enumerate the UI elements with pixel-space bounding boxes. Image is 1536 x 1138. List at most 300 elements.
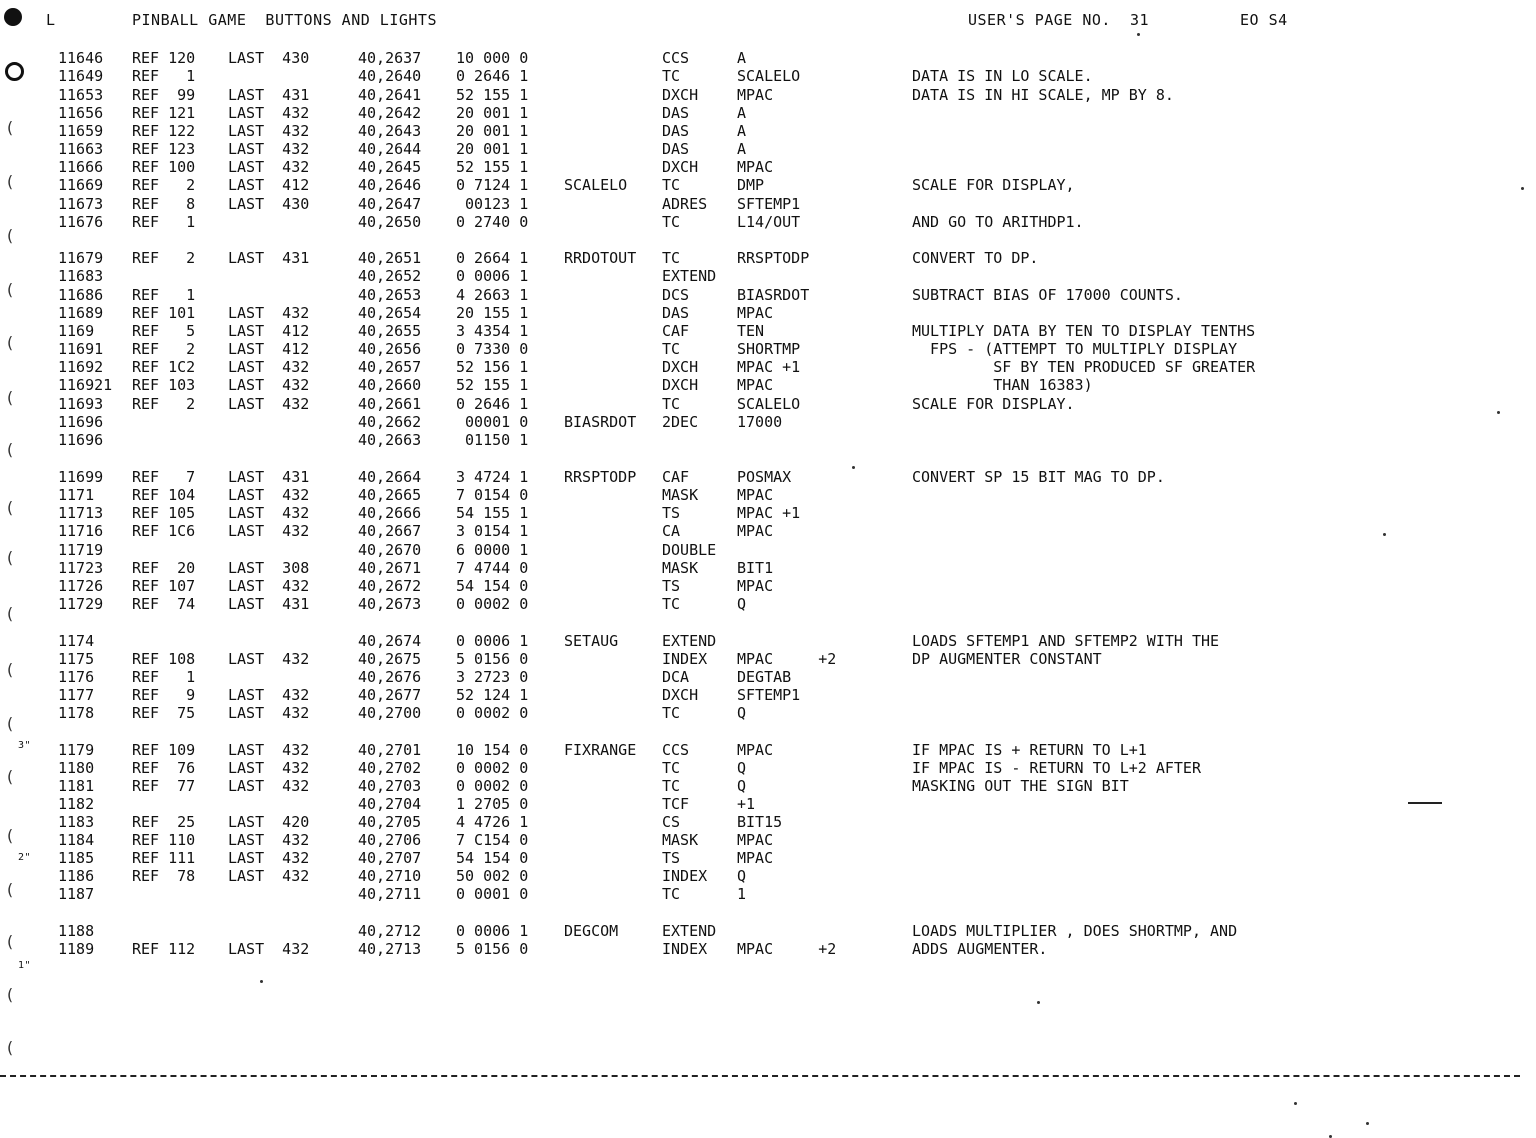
listing-row [0, 686, 1536, 704]
row-operand: Q [737, 867, 747, 885]
row-word: 52 155 1 [456, 376, 529, 394]
row-ref: REF 8 [132, 195, 196, 213]
row-op: CA [662, 522, 681, 540]
listing-row [0, 813, 1536, 831]
listing-row [0, 486, 1536, 504]
row-last: LAST 432 [228, 395, 310, 413]
row-operand: MPAC +2 [737, 940, 837, 958]
row-op: ADRES [662, 195, 708, 213]
listing-row [0, 49, 1536, 67]
row-operand: SHORTMP [737, 340, 801, 358]
row-word: 52 156 1 [456, 358, 529, 376]
binder-mark: ( [5, 604, 15, 623]
row-addr: 40,2656 [358, 340, 422, 358]
binder-mark: ( [5, 985, 15, 1004]
row-op: TS [662, 504, 681, 522]
listing-row [0, 104, 1536, 122]
row-comment: THAN 16383) [912, 376, 1093, 394]
row-last: LAST 432 [228, 940, 310, 958]
header-left-mark: L [46, 11, 56, 29]
row-op: CS [662, 813, 681, 831]
row-operand: MPAC [737, 741, 774, 759]
row-ref: REF 75 [132, 704, 196, 722]
row-operand: BIT1 [737, 559, 774, 577]
row-comment: DATA IS IN HI SCALE, MP BY 8. [912, 86, 1174, 104]
row-operand: 17000 [737, 413, 783, 431]
binder-mark: ( [5, 1038, 15, 1057]
listing-row [0, 158, 1536, 176]
row-op: TS [662, 849, 681, 867]
row-word: 0 7124 1 [456, 176, 529, 194]
row-word: 50 002 0 [456, 867, 529, 885]
row-op: DCS [662, 286, 690, 304]
row-seq: 1188 [58, 922, 95, 940]
row-comment: IF MPAC IS - RETURN TO L+2 AFTER [912, 759, 1201, 777]
row-addr: 40,2647 [358, 195, 422, 213]
margin-mark-3: 3" [18, 740, 32, 751]
listing-row [0, 522, 1536, 540]
row-addr: 40,2671 [358, 559, 422, 577]
row-seq: 1183 [58, 813, 95, 831]
row-op: DXCH [662, 358, 699, 376]
row-addr: 40,2666 [358, 504, 422, 522]
row-word: 0 0001 0 [456, 885, 529, 903]
row-addr: 40,2645 [358, 158, 422, 176]
row-ref: REF 77 [132, 777, 196, 795]
listing-row [0, 249, 1536, 267]
speck [1497, 411, 1500, 414]
row-ref: REF 105 [132, 504, 196, 522]
row-op: TC [662, 759, 681, 777]
row-op: DOUBLE [662, 541, 717, 559]
row-word: 54 155 1 [456, 504, 529, 522]
row-seq: 1178 [58, 704, 95, 722]
row-comment: MULTIPLY DATA BY TEN TO DISPLAY TENTHS [912, 322, 1256, 340]
row-op: TC [662, 176, 681, 194]
row-ref: REF 1 [132, 67, 196, 85]
row-seq: 1182 [58, 795, 95, 813]
row-seq: 11696 [58, 413, 104, 431]
page-title: PINBALL GAME BUTTONS AND LIGHTS [132, 11, 437, 29]
row-seq: 11683 [58, 267, 104, 285]
listing-row [0, 195, 1536, 213]
row-ref: REF 2 [132, 340, 196, 358]
row-ref: REF 99 [132, 86, 196, 104]
row-op: DXCH [662, 686, 699, 704]
row-word: 0 0002 0 [456, 704, 529, 722]
row-word: 01150 1 [456, 431, 529, 449]
listing-row [0, 940, 1536, 958]
row-ref: REF 1 [132, 213, 196, 231]
speck [1383, 533, 1386, 536]
row-seq: 11692 [58, 358, 104, 376]
row-label: BIASRDOT [564, 413, 637, 431]
listing-row [0, 741, 1536, 759]
row-comment: LOADS MULTIPLIER , DOES SHORTMP, AND [912, 922, 1238, 940]
row-word: 52 155 1 [456, 158, 529, 176]
row-word: 20 001 1 [456, 140, 529, 158]
row-addr: 40,2704 [358, 795, 422, 813]
binder-mark: ( [5, 714, 15, 733]
row-last: LAST 432 [228, 104, 310, 122]
binder-mark: ( [5, 660, 15, 679]
row-addr: 40,2650 [358, 213, 422, 231]
binder-mark: ( [5, 280, 15, 299]
row-ref: REF 1C6 [132, 522, 196, 540]
row-comment: CONVERT SP 15 BIT MAG TO DP. [912, 468, 1165, 486]
row-last: LAST 420 [228, 813, 310, 831]
row-addr: 40,2641 [358, 86, 422, 104]
row-comment: SCALE FOR DISPLAY. [912, 395, 1075, 413]
binder-mark: ( [5, 826, 15, 845]
row-operand: MPAC [737, 376, 774, 394]
row-operand: Q [737, 595, 747, 613]
row-addr: 40,2677 [358, 686, 422, 704]
row-ref: REF 108 [132, 650, 196, 668]
listing-row [0, 559, 1536, 577]
speck [1366, 1122, 1369, 1125]
row-operand: SFTEMP1 [737, 686, 801, 704]
row-ref: REF 2 [132, 249, 196, 267]
row-last: LAST 432 [228, 504, 310, 522]
speck [260, 980, 263, 983]
row-word: 6 0000 1 [456, 541, 529, 559]
row-addr: 40,2655 [358, 322, 422, 340]
row-addr: 40,2660 [358, 376, 422, 394]
row-label: RRSPTODP [564, 468, 637, 486]
row-addr: 40,2661 [358, 395, 422, 413]
row-seq: 11689 [58, 304, 104, 322]
binder-mark: ( [5, 932, 15, 951]
row-addr: 40,2637 [358, 49, 422, 67]
row-word: 4 4726 1 [456, 813, 529, 831]
binder-mark: ( [5, 880, 15, 899]
row-seq: 11699 [58, 468, 104, 486]
row-op: MASK [662, 831, 699, 849]
row-seq: 1174 [58, 632, 95, 650]
row-seq: 11693 [58, 395, 104, 413]
binder-mark: ( [5, 333, 15, 352]
row-word: 0 0002 0 [456, 595, 529, 613]
row-seq: 11696 [58, 431, 104, 449]
row-word: 3 4354 1 [456, 322, 529, 340]
row-word: 52 155 1 [456, 86, 529, 104]
row-seq: 11686 [58, 286, 104, 304]
row-comment: IF MPAC IS + RETURN TO L+1 [912, 741, 1147, 759]
row-last: LAST 432 [228, 140, 310, 158]
binder-mark: ( [5, 226, 15, 245]
row-comment: FPS - (ATTEMPT TO MULTIPLY DISPLAY [912, 340, 1238, 358]
row-addr: 40,2703 [358, 777, 422, 795]
row-addr: 40,2665 [358, 486, 422, 504]
row-op: INDEX [662, 867, 708, 885]
row-seq: 1176 [58, 668, 95, 686]
row-operand: POSMAX [737, 468, 792, 486]
row-seq: 11726 [58, 577, 104, 595]
row-last: LAST 432 [228, 486, 310, 504]
row-last: LAST 430 [228, 49, 310, 67]
row-operand: A [737, 49, 747, 67]
row-op: DAS [662, 304, 690, 322]
row-op: DCA [662, 668, 690, 686]
row-operand: MPAC +2 [737, 650, 837, 668]
row-op: TC [662, 777, 681, 795]
header-code: EO S4 [1240, 11, 1288, 29]
row-last: LAST 432 [228, 304, 310, 322]
row-operand: MPAC [737, 158, 774, 176]
row-ref: REF 5 [132, 322, 196, 340]
row-seq: 11691 [58, 340, 104, 358]
row-ref: REF 112 [132, 940, 196, 958]
row-word: 4 2663 1 [456, 286, 529, 304]
listing-row [0, 650, 1536, 668]
binder-mark: ( [5, 498, 15, 517]
row-comment: SF BY TEN PRODUCED SF GREATER [912, 358, 1256, 376]
row-operand: Q [737, 704, 747, 722]
row-op: MASK [662, 486, 699, 504]
listing-row [0, 431, 1536, 449]
listing-row [0, 759, 1536, 777]
row-last: LAST 432 [228, 704, 310, 722]
row-word: 0 0002 0 [456, 777, 529, 795]
row-label: FIXRANGE [564, 741, 637, 759]
row-operand: SCALELO [737, 395, 801, 413]
row-ref: REF 7 [132, 468, 196, 486]
row-ref: REF 78 [132, 867, 196, 885]
row-addr: 40,2674 [358, 632, 422, 650]
row-addr: 40,2657 [358, 358, 422, 376]
row-word: 0 2664 1 [456, 249, 529, 267]
row-ref: REF 20 [132, 559, 196, 577]
listing-row [0, 304, 1536, 322]
row-word: 1 2705 0 [456, 795, 529, 813]
row-operand: MPAC [737, 577, 774, 595]
row-seq: 11659 [58, 122, 104, 140]
binder-mark: ( [5, 388, 15, 407]
row-word: 5 0156 0 [456, 650, 529, 668]
row-word: 10 000 0 [456, 49, 529, 67]
row-op: DXCH [662, 158, 699, 176]
row-seq: 1187 [58, 885, 95, 903]
row-last: LAST 432 [228, 358, 310, 376]
listing-row [0, 668, 1536, 686]
row-seq: 1177 [58, 686, 95, 704]
row-addr: 40,2654 [358, 304, 422, 322]
row-last: LAST 431 [228, 249, 310, 267]
row-word: 00001 0 [456, 413, 529, 431]
row-operand: TEN [737, 322, 765, 340]
row-ref: REF 110 [132, 831, 196, 849]
row-op: TC [662, 885, 681, 903]
row-addr: 40,2711 [358, 885, 422, 903]
row-operand: +1 [737, 795, 756, 813]
row-operand: A [737, 122, 747, 140]
listing-row [0, 504, 1536, 522]
row-ref: REF 122 [132, 122, 196, 140]
row-word: 0 0006 1 [456, 632, 529, 650]
binder-mark: ( [5, 440, 15, 459]
row-ref: REF 109 [132, 741, 196, 759]
row-operand: SCALELO [737, 67, 801, 85]
listing-row [0, 704, 1536, 722]
row-op: CCS [662, 741, 690, 759]
row-op: CAF [662, 468, 690, 486]
row-addr: 40,2705 [358, 813, 422, 831]
listing-row [0, 867, 1536, 885]
row-op: EXTEND [662, 267, 717, 285]
row-word: 0 2740 0 [456, 213, 529, 231]
listing-row [0, 86, 1536, 104]
listing-row [0, 340, 1536, 358]
row-label: DEGCOM [564, 922, 619, 940]
row-addr: 40,2710 [358, 867, 422, 885]
row-ref: REF 1 [132, 668, 196, 686]
row-ref: REF 1 [132, 286, 196, 304]
row-seq: 1171 [58, 486, 95, 504]
row-operand: BIT15 [737, 813, 783, 831]
row-seq: 11716 [58, 522, 104, 540]
margin-mark-1: 1" [18, 960, 32, 971]
row-op: CAF [662, 322, 690, 340]
row-operand: MPAC +1 [737, 504, 801, 522]
row-ref: REF 2 [132, 176, 196, 194]
row-seq: 1189 [58, 940, 95, 958]
row-last: LAST 431 [228, 595, 310, 613]
row-label: SETAUG [564, 632, 619, 650]
row-last: LAST 432 [228, 741, 310, 759]
listing-row [0, 122, 1536, 140]
row-word: 54 154 0 [456, 849, 529, 867]
row-seq: 1169 [58, 322, 95, 340]
row-word: 3 0154 1 [456, 522, 529, 540]
row-word: 0 7330 0 [456, 340, 529, 358]
row-seq: 11719 [58, 541, 104, 559]
listing-row [0, 632, 1536, 650]
row-seq: 11673 [58, 195, 104, 213]
row-seq: 11653 [58, 86, 104, 104]
row-operand: RRSPTODP [737, 249, 810, 267]
row-seq: 1175 [58, 650, 95, 668]
listing-row [0, 213, 1536, 231]
row-seq: 11679 [58, 249, 104, 267]
row-op: EXTEND [662, 922, 717, 940]
margin-dash [1408, 802, 1442, 804]
row-op: TC [662, 340, 681, 358]
row-op: TC [662, 704, 681, 722]
speck [1037, 1001, 1040, 1004]
row-ref: REF 2 [132, 395, 196, 413]
listing-row [0, 67, 1536, 85]
row-operand: MPAC [737, 486, 774, 504]
row-word: 54 154 0 [456, 577, 529, 595]
page-bottom-rule [0, 1075, 1520, 1077]
listing-row [0, 885, 1536, 903]
row-seq: 1186 [58, 867, 95, 885]
listing-row [0, 922, 1536, 940]
row-last: LAST 412 [228, 176, 310, 194]
row-last: LAST 432 [228, 577, 310, 595]
row-comment: SUBTRACT BIAS OF 17000 COUNTS. [912, 286, 1183, 304]
row-addr: 40,2644 [358, 140, 422, 158]
row-word: 0 0006 1 [456, 922, 529, 940]
listing-row [0, 541, 1536, 559]
row-operand: A [737, 140, 747, 158]
row-addr: 40,2646 [358, 176, 422, 194]
row-comment: LOADS SFTEMP1 AND SFTEMP2 WITH THE [912, 632, 1220, 650]
row-addr: 40,2642 [358, 104, 422, 122]
row-comment: DP AUGMENTER CONSTANT [912, 650, 1102, 668]
listing-row [0, 831, 1536, 849]
row-comment: ADDS AUGMENTER. [912, 940, 1048, 958]
row-ref: REF 101 [132, 304, 196, 322]
row-last: LAST 308 [228, 559, 310, 577]
row-seq: 11649 [58, 67, 104, 85]
row-operand: BIASRDOT [737, 286, 810, 304]
row-op: TC [662, 249, 681, 267]
row-addr: 40,2653 [358, 286, 422, 304]
row-op: EXTEND [662, 632, 717, 650]
row-last: LAST 432 [228, 650, 310, 668]
row-op: DXCH [662, 376, 699, 394]
row-op: MASK [662, 559, 699, 577]
punch-hole-dot [4, 8, 22, 26]
listing-row [0, 358, 1536, 376]
row-comment: DATA IS IN LO SCALE. [912, 67, 1093, 85]
row-seq: 11729 [58, 595, 104, 613]
row-seq: 11723 [58, 559, 104, 577]
row-addr: 40,2651 [358, 249, 422, 267]
row-word: 0 0002 0 [456, 759, 529, 777]
row-op: DXCH [662, 86, 699, 104]
row-seq: 1180 [58, 759, 95, 777]
row-operand: MPAC [737, 831, 774, 849]
row-word: 5 0156 0 [456, 940, 529, 958]
row-operand: MPAC [737, 849, 774, 867]
row-ref: REF 9 [132, 686, 196, 704]
listing-row [0, 140, 1536, 158]
row-last: LAST 432 [228, 759, 310, 777]
row-last: LAST 432 [228, 867, 310, 885]
row-ref: REF 120 [132, 49, 196, 67]
row-op: CCS [662, 49, 690, 67]
listing-row [0, 176, 1536, 194]
row-seq: 11669 [58, 176, 104, 194]
row-operand: L14/OUT [737, 213, 801, 231]
row-last: LAST 431 [228, 86, 310, 104]
row-last: LAST 432 [228, 376, 310, 394]
row-op: TC [662, 595, 681, 613]
row-seq: 11666 [58, 158, 104, 176]
row-op: DAS [662, 104, 690, 122]
binder-mark: ( [5, 767, 15, 786]
row-comment: CONVERT TO DP. [912, 249, 1039, 267]
row-operand: MPAC [737, 304, 774, 322]
row-addr: 40,2675 [358, 650, 422, 668]
row-addr: 40,2706 [358, 831, 422, 849]
listing-row [0, 267, 1536, 285]
row-ref: REF 25 [132, 813, 196, 831]
row-last: LAST 432 [228, 522, 310, 540]
row-addr: 40,2676 [358, 668, 422, 686]
binder-mark: ( [5, 118, 15, 137]
row-last: LAST 432 [228, 849, 310, 867]
row-operand: MPAC [737, 522, 774, 540]
row-word: 7 4744 0 [456, 559, 529, 577]
row-seq: 116921 [58, 376, 113, 394]
row-last: LAST 412 [228, 322, 310, 340]
row-ref: REF 123 [132, 140, 196, 158]
row-seq: 11656 [58, 104, 104, 122]
